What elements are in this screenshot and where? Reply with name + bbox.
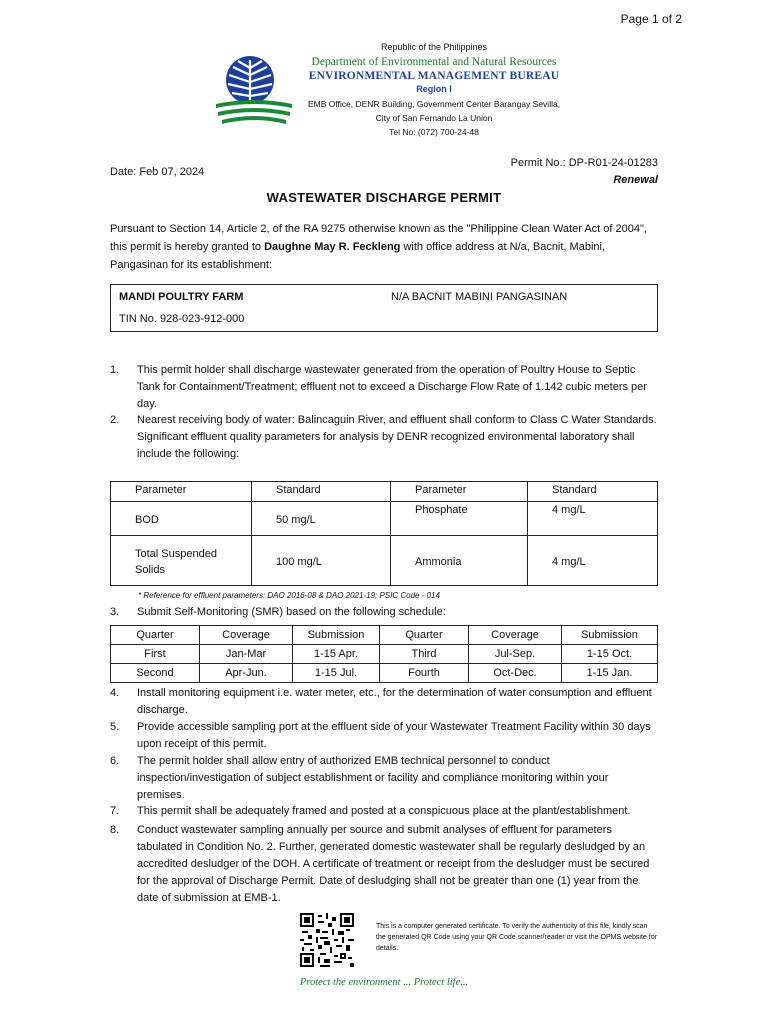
intro-text-before: Pursuant to Section 14, Article 2, of the RA 9275 otherwise known as the "Philippine Clean Water Act of 2004", this permit is hereby granted to [110,223,647,253]
address-line-1: EMB Office, DENR Building, Government Center Barangay Sevilla, [307,99,561,109]
condition-number: 4. [110,687,120,699]
emb-logo [214,52,294,126]
table-cell: Ammonia [391,536,528,586]
telephone-line: Tel No: (072) 700-24-48 [389,127,479,137]
table-cell: 50 mg/L [252,502,391,536]
reference-note: * Reference for effluent parameters: DAO 2016-08 & DAO 2021-19; PSIC Code - 014 [138,591,440,600]
condition-number: 5. [110,721,120,733]
establishment-tin: TIN No. 928-023-912-000 [119,313,245,325]
table-header-cell: Parameter [391,482,528,502]
table-cell: Oct-Dec. [469,664,562,683]
condition-number: 8. [110,824,120,836]
table-cell: 100 mg/L [252,536,391,586]
condition-number: 6. [110,755,120,767]
table-cell: Phosphate [391,502,528,536]
address-line-2: City of San Fernando La Union [375,113,493,123]
condition-number: 2. [110,414,120,426]
table-cell: 1-15 Oct. [562,645,658,664]
table-header-cell: Standard [252,482,391,502]
condition-text: This permit holder shall discharge wastewater generated from the operation of Poultry House to Septic Tank for Containment/Treatment; effluent not to exceed a Discharge Flow Rate of 1.142 cubic meters per day. [137,364,647,410]
table-cell: 1-15 Jan. [562,664,658,683]
condition-item [110,719,658,753]
document-title: WASTEWATER DISCHARGE PERMIT [266,190,502,205]
condition-text: Conduct wastewater sampling annually per source and submit analyses of effluent for parameters tabulated in Condition No. 2. Further, generated domestic wastewater shall be regularly desludged by an accredited desludger of the DOH. A certificate of treatment or receipt from the desludger must be secured for the approval of Discharge Permit. Date of desludging shall not be greater than one (1) year from the date of submission at EMB-1. [137,824,650,904]
table-cell: 1-15 Jul. [293,664,380,683]
table-cell: BOD [111,502,252,536]
table-header-cell: Standard [528,482,658,502]
bureau-line: ENVIRONMENTAL MANAGEMENT BUREAU [308,70,560,82]
condition-text: This permit shall be adequately framed and posted at a conspicuous place at the plant/establishment. [137,805,631,817]
condition-item [110,822,658,907]
letterhead [300,0,568,140]
footer-motto: Protect the environment ... Protect life... [299,977,469,988]
table-cell: 4 mg/L [528,502,658,536]
grantee-name: Daughne May R. Feckleng [264,241,401,253]
establishment-address: N/A BACNIT MABINI PANGASINAN [391,291,568,303]
table-header-cell: Parameter [111,482,252,502]
table-header-cell: Quarter [111,626,200,645]
table-header-cell: Submission [562,626,658,645]
verification-qr-code[interactable] [300,913,354,967]
department-line: Department of Environmental and Natural Resources [311,56,557,68]
permit-number: Permit No.: DP-R01-24-01283 [510,157,658,169]
condition-number: 1. [110,364,120,376]
condition-text: The permit holder shall allow entry of authorized EMB technical personnel to conduct inspection/investigation of subject establishment or facility and compliance monitoring within your premises. [137,755,609,801]
verification-notice: This is a computer generated certificate. To verify the authenticity of this file, kindly scan the generated QR Code using your QR Code scanner/reader or visit the OPMS website for details. [376,923,657,952]
condition-item [110,412,658,463]
condition-number: 3. [110,606,120,618]
condition-item [110,685,658,719]
page-number: Page 1 of 2 [620,12,682,26]
condition-item [110,803,658,820]
condition-text: Install monitoring equipment i.e. water meter, etc., for the determination of water consumption and effluent discharge. [137,687,652,716]
table-cell: First [111,645,200,664]
effluent-parameters-table [110,481,658,586]
table-cell: 1-15 Apr. [293,645,380,664]
condition-text: Provide accessible sampling port at the effluent side of your Wastewater Treatment Facility within 30 days upon receipt of this permit. [137,721,651,750]
intro-paragraph [110,220,658,274]
condition-number: 7. [110,805,120,817]
table-cell: Jan-Mar [200,645,293,664]
smr-schedule-table [110,625,658,683]
issue-date: Date: Feb 07, 2024 [110,166,205,178]
condition-item [110,753,658,804]
condition-item [110,604,658,621]
intro-text-after: with office address at N/a, Bacnit, Mabini, Pangasinan for its establishment: [110,241,606,271]
region-line: Region I [416,84,452,94]
establishment-name: MANDI POULTRY FARM [119,291,244,303]
table-header-cell: Quarter [380,626,469,645]
table-cell: Fourth [380,664,469,683]
establishment-box [110,284,658,332]
permit-status: Renewal [613,174,658,186]
table-cell: Apr-Jun. [200,664,293,683]
table-header-cell: Coverage [200,626,293,645]
table-cell: Second [111,664,200,683]
table-cell: Third [380,645,469,664]
condition-item [110,362,658,413]
republic-line: Republic of the Philippines [380,42,488,52]
table-cell: Total Suspended Solids [111,536,252,586]
table-header-cell: Submission [293,626,380,645]
table-cell: 4 mg/L [528,536,658,586]
table-header-cell: Coverage [469,626,562,645]
table-cell: Jul-Sep. [469,645,562,664]
condition-text: Nearest receiving body of water: Balincaguin River, and effluent shall conform to Class C Water Standards. Significant effluent quality parameters for analysis by DENR recognized environmental laboratory shall include the following: [137,414,657,460]
condition-text: Submit Self-Monitoring (SMR) based on the following schedule: [137,606,446,618]
